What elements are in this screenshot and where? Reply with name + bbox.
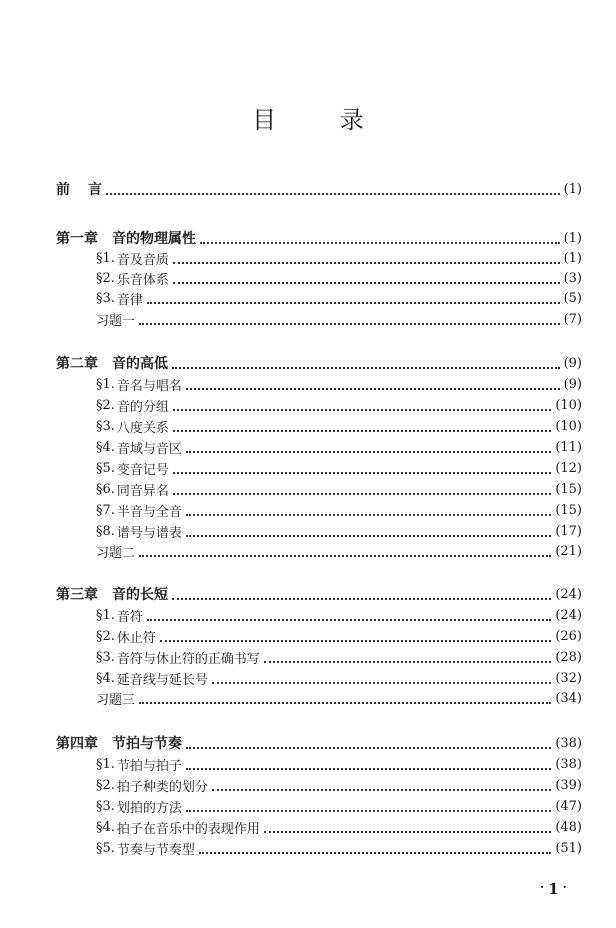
toc-label — [56, 733, 182, 753]
toc-label — [96, 755, 182, 774]
toc-label — [96, 818, 260, 837]
toc-number: §2. — [96, 777, 115, 793]
toc-label — [96, 310, 135, 329]
toc-title: 音名与唱名 — [116, 378, 182, 394]
toc-leader — [173, 492, 551, 495]
toc-section — [96, 479, 582, 499]
toc-page: (48) — [555, 819, 582, 835]
toc-exercise — [96, 688, 582, 708]
toc-number: §2. — [96, 270, 115, 286]
toc-title: 节拍与节奏 — [112, 736, 182, 752]
toc-chapter — [56, 228, 582, 248]
toc-number: §1. — [96, 376, 115, 392]
toc-page: (38) — [555, 756, 582, 772]
toc-leader — [139, 554, 551, 557]
toc-leader — [160, 639, 551, 642]
toc-page: (51) — [555, 840, 582, 856]
toc-label — [56, 353, 168, 373]
toc-number: §2. — [96, 628, 115, 644]
toc-number: §2. — [96, 397, 115, 413]
toc-label — [96, 459, 169, 478]
toc-leader — [212, 681, 551, 684]
toc-leader — [264, 660, 551, 663]
toc-title: 拍子在音乐中的表现作用 — [116, 821, 260, 837]
toc-chapter — [56, 353, 582, 373]
toc-section — [96, 754, 582, 774]
toc-section — [96, 268, 582, 288]
toc-title: 音符 — [116, 609, 143, 625]
toc-leader — [186, 809, 551, 812]
toc-title: 休止符 — [116, 630, 156, 646]
toc-leader — [186, 746, 551, 749]
toc-leader — [200, 241, 560, 244]
toc-leader — [172, 597, 551, 600]
toc-number: §3. — [96, 649, 115, 665]
toc-section — [96, 796, 582, 816]
page-number-value: 1 — [548, 880, 559, 898]
toc-number: 第三章 — [56, 587, 98, 603]
toc-section — [96, 374, 582, 394]
toc-number: §1. — [96, 250, 115, 266]
toc-section — [96, 775, 582, 795]
toc-leader — [264, 830, 551, 833]
toc-page: (39) — [555, 777, 582, 793]
toc-section — [96, 838, 582, 858]
toc-section — [96, 248, 582, 268]
toc-section — [96, 668, 582, 688]
toc-chapter — [56, 733, 582, 753]
toc-page: (47) — [555, 798, 582, 814]
toc-title: 音律 — [116, 292, 143, 308]
toc-page: (1) — [563, 250, 582, 266]
toc-leader — [139, 322, 560, 325]
toc-number: 第二章 — [56, 356, 98, 372]
toc-label — [56, 584, 168, 604]
toc-section — [96, 437, 582, 457]
toc-leader — [186, 450, 551, 453]
toc-page: (24) — [555, 607, 582, 623]
toc-section — [96, 605, 582, 625]
toc-title: 延音线与延长号 — [116, 672, 208, 688]
toc-title: 习题三 — [96, 692, 136, 708]
toc-title: 乐音体系 — [116, 272, 169, 288]
toc-leader — [147, 301, 560, 304]
toc-number: §5. — [96, 840, 115, 856]
toc-label — [96, 289, 143, 308]
toc-page: (26) — [555, 628, 582, 644]
toc-leader — [212, 788, 551, 791]
toc-page: (9) — [563, 355, 582, 371]
toc-leader — [199, 851, 551, 854]
toc-leader — [106, 192, 560, 195]
toc-title: 音的长短 — [112, 587, 168, 603]
toc-chapter — [56, 179, 582, 199]
toc-section — [96, 626, 582, 646]
toc-title: 音的分组 — [116, 399, 169, 415]
toc-label — [96, 480, 169, 499]
toc-section — [96, 521, 582, 541]
toc-page: (12) — [555, 460, 582, 476]
page-number-dot-right: · — [562, 880, 567, 894]
toc-title: 同音异名 — [116, 483, 169, 499]
toc-number: §3. — [96, 418, 115, 434]
toc-title: 音符与休止符的正确书写 — [116, 651, 260, 667]
toc-section — [96, 288, 582, 308]
toc-page: (3) — [563, 270, 582, 286]
toc-section — [96, 416, 582, 436]
toc-label — [96, 839, 195, 858]
toc-title: 音域与音区 — [116, 441, 182, 457]
toc-title: 变音记号 — [116, 462, 169, 478]
toc-page: (5) — [563, 290, 582, 306]
toc-leader — [186, 513, 551, 516]
toc-label — [96, 606, 143, 625]
toc-label — [96, 648, 260, 667]
toc-title: 拍子种类的划分 — [116, 779, 208, 795]
toc-leader — [173, 281, 560, 284]
toc-page: (38) — [555, 735, 582, 751]
toc-page: (1) — [563, 181, 582, 197]
toc-number: 第四章 — [56, 736, 98, 752]
toc-page: (15) — [555, 502, 582, 518]
toc-label — [96, 269, 169, 288]
toc-label — [96, 797, 182, 816]
toc-leader — [186, 534, 551, 537]
toc-label — [56, 179, 102, 199]
toc-number: §1. — [96, 756, 115, 772]
toc-label — [96, 522, 182, 541]
toc-page: (24) — [555, 586, 582, 602]
toc-leader — [186, 767, 551, 770]
toc-leader — [139, 701, 551, 704]
toc-number: §5. — [96, 460, 115, 476]
toc-leader — [173, 429, 551, 432]
toc-label — [96, 542, 135, 561]
toc-page: (10) — [555, 418, 582, 434]
toc-page: (1) — [563, 230, 582, 246]
toc-number: §3. — [96, 290, 115, 306]
toc-label — [96, 501, 182, 520]
toc-leader — [173, 471, 551, 474]
toc-number: §4. — [96, 439, 115, 455]
toc-leader — [147, 618, 551, 621]
toc-label — [56, 228, 196, 248]
page-number — [536, 880, 571, 898]
toc-number: §3. — [96, 798, 115, 814]
toc-section — [96, 647, 582, 667]
toc-page: (9) — [563, 376, 582, 392]
toc-title: 习题二 — [96, 545, 136, 561]
toc-number: §7. — [96, 502, 115, 518]
toc-page: (10) — [555, 397, 582, 413]
toc-page: (32) — [555, 670, 582, 686]
toc-leader — [173, 261, 560, 264]
toc-title: 习题一 — [96, 313, 136, 329]
toc-exercise — [96, 541, 582, 561]
toc-label — [96, 417, 169, 436]
page-title: 目 录 — [252, 106, 392, 134]
toc-title: 节奏与节奏型 — [116, 842, 195, 858]
toc-label — [96, 438, 182, 457]
toc-page: (28) — [555, 649, 582, 665]
toc-exercise — [96, 309, 582, 329]
toc-label — [96, 396, 169, 415]
toc-title: 音的高低 — [112, 356, 168, 372]
toc-title: 音及音质 — [116, 252, 169, 268]
toc-label — [96, 689, 135, 708]
toc-title: 谱号与谱表 — [116, 525, 182, 541]
toc-number: §6. — [96, 481, 115, 497]
toc-label — [96, 249, 169, 268]
toc-leader — [173, 408, 551, 411]
toc-number: 第一章 — [56, 231, 98, 247]
toc-label — [96, 669, 208, 688]
toc-number: §8. — [96, 523, 115, 539]
toc-number: §1. — [96, 607, 115, 623]
toc-title: 八度关系 — [116, 420, 169, 436]
toc-chapter — [56, 584, 582, 604]
toc-label — [96, 776, 208, 795]
toc-number: §4. — [96, 670, 115, 686]
toc-number: §4. — [96, 819, 115, 835]
toc-page: (17) — [555, 523, 582, 539]
toc-label — [96, 627, 156, 646]
toc-leader — [172, 366, 560, 369]
toc-page: (11) — [555, 439, 582, 455]
toc-title: 节拍与拍子 — [116, 758, 182, 774]
page-number-dot-left: · — [540, 880, 545, 894]
toc-section — [96, 817, 582, 837]
toc-section — [96, 458, 582, 478]
toc-title: 半音与全音 — [116, 504, 182, 520]
toc-page: (7) — [563, 311, 582, 327]
toc-label — [96, 375, 182, 394]
toc-section — [96, 395, 582, 415]
toc-page: (15) — [555, 481, 582, 497]
toc-section — [96, 500, 582, 520]
toc-title: 音的物理属性 — [112, 231, 196, 247]
toc-leader — [186, 387, 560, 390]
toc-page: (34) — [555, 690, 582, 706]
toc-number: 前 — [56, 182, 70, 198]
toc-title: 言 — [88, 182, 102, 198]
toc-title: 划拍的方法 — [116, 800, 182, 816]
toc-page: (21) — [555, 543, 582, 559]
